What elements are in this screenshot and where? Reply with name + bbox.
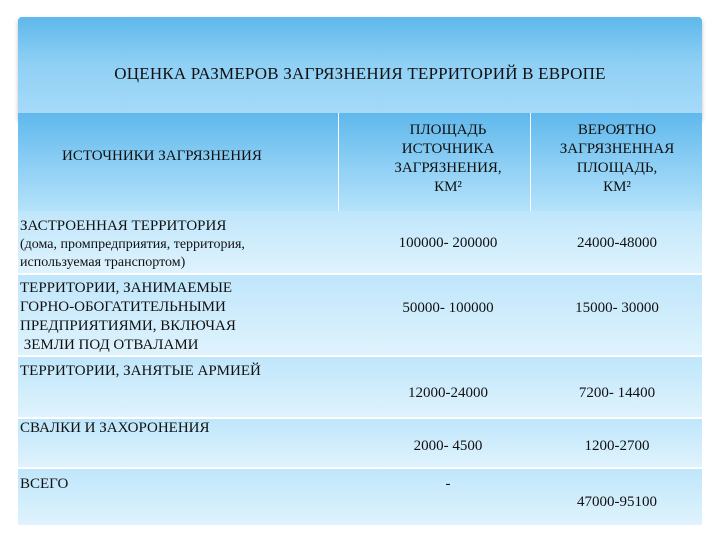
row-source-line: ВСЕГО [20, 476, 69, 492]
header-divider [338, 113, 339, 211]
row-area: 2000- 4500 [413, 438, 483, 454]
header-polluted-line: КМ² [603, 179, 631, 195]
row-area: 100000- 200000 [398, 235, 498, 251]
row-source-line: ПРЕДПРИЯТИЯМИ, ВКЛЮЧАЯ [20, 318, 236, 334]
header-area-line: ПЛОЩАДЬ [409, 122, 487, 138]
row-source [20, 217, 330, 272]
header-area-line: ИСТОЧНИКА [401, 141, 495, 157]
row-source-line: ЗАСТРОЕННАЯ ТЕРРИТОРИЯ [20, 218, 227, 234]
header-polluted-line: ВЕРОЯТНО [577, 122, 657, 138]
header-area-line: КМ² [434, 179, 462, 195]
header-source: ИСТОЧНИКИ ЗАГРЯЗНЕНИЯ [62, 148, 262, 164]
row-area: 12000-24000 [408, 385, 488, 401]
row-source [20, 475, 330, 494]
row-source [20, 419, 330, 438]
row-source [20, 362, 330, 381]
header-polluted-line: ПЛОЩАДЬ, [576, 160, 658, 176]
header-area [358, 121, 538, 197]
row-polluted: 47000-95100 [577, 494, 657, 510]
header-polluted [532, 121, 702, 197]
header-area-line: ЗАГРЯЗНЕНИЯ, [394, 160, 502, 176]
row-source [20, 279, 330, 355]
row-source-line: СВАЛКИ И ЗАХОРОНЕНИЯ [20, 420, 210, 436]
row-note-line: используемая транспортом) [20, 255, 186, 270]
row-polluted: 7200- 14400 [578, 385, 656, 401]
row-source-line: ТЕРРИТОРИИ, ЗАНИМАЕМЫЕ [20, 280, 233, 296]
row-polluted: 1200-2700 [584, 438, 650, 454]
pollution-table [18, 113, 702, 525]
row-area: - [445, 476, 451, 492]
header-polluted-line: ЗАГРЯЗНЕННАЯ [559, 141, 675, 157]
row-source-line: ГОРНО-ОБОГАТИТЕЛЬНЫМИ [20, 299, 226, 315]
row-source-line: ТЕРРИТОРИИ, ЗАНЯТЫЕ АРМИЕЙ [20, 363, 261, 379]
page-title: ОЦЕНКА РАЗМЕРОВ ЗАГРЯЗНЕНИЯ ТЕРРИТОРИЙ В ЕВРОПЕ [114, 64, 606, 83]
row-polluted: 24000-48000 [577, 235, 657, 251]
row-source-line: ЗЕМЛИ ПОД ОТВАЛАМИ [20, 337, 199, 353]
row-area: 50000- 100000 [402, 300, 494, 316]
row-note-line: (дома, промпредприятия, территория, [20, 237, 245, 252]
row-polluted: 15000- 30000 [575, 300, 659, 316]
